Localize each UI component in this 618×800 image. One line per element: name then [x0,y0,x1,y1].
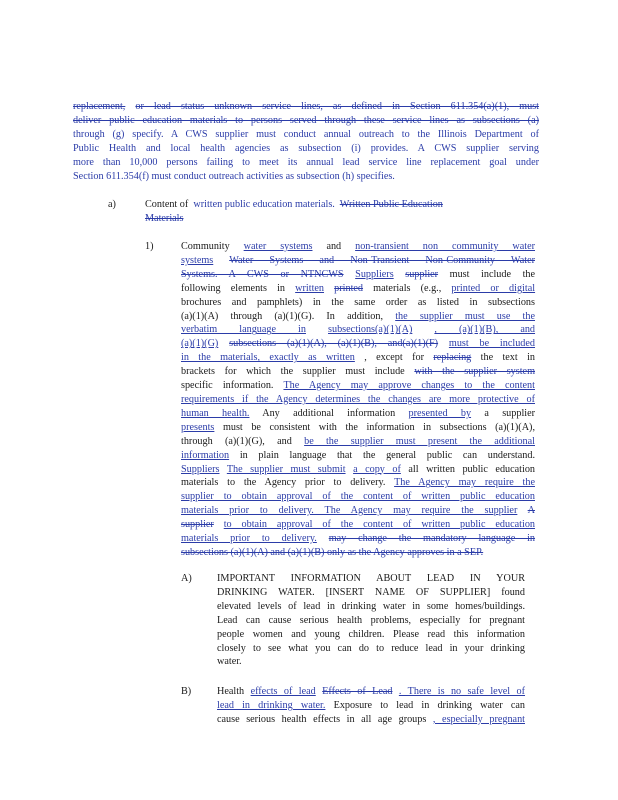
item-1-line [181,449,535,463]
item-A-body [217,572,525,669]
item-1-line [181,365,535,379]
deleted-text: subsections (a)(1)(A) and (a)(1)(B) only as the Agency approves in a SEP. [181,546,484,558]
inserted-text: water systems [243,241,313,252]
item-1-line [181,296,535,310]
item-1-label: 1) [145,241,154,252]
plain-text: (a)(1)(A) through (a)(1)(G). In addition, [181,310,384,322]
inserted-text: presents [181,421,215,433]
deleted-text: or lead status unknown service lines, as defined in Section 611.354(a)(1), must [135,101,539,112]
plain-text: , except for [364,352,424,364]
deleted-text: A [527,505,535,517]
item-1-line [181,337,535,351]
inserted-text: lead in drinking water. [217,699,326,711]
item-A-line: DRINKING WATER. [INSERT NAME OF SUPPLIER] found [217,586,525,598]
item-1-line [181,463,535,477]
inserted-text: , (a)(1)(B), and [434,324,536,336]
item-1-body [181,240,535,560]
item-1-line [181,268,535,282]
inserted-text: , especially pregnant [432,713,525,725]
item-1-line [181,282,535,296]
plain-text: Any additional information [262,407,396,419]
inserted-text: presented by [408,407,472,419]
inserted-text: materials prior to delivery. [181,533,317,545]
plain-text: must include the [449,268,536,280]
plain-text: cause serious health effects in all age groups [217,713,427,725]
item-1-line [181,504,535,518]
deleted-text: may change the mandatory language in [328,533,536,545]
plain-text: Content of [145,199,189,210]
item-1-line [181,476,535,490]
intro-line-4: Public Health and local health agencies as subsection (i) provides. A CWS supplier serving [73,142,539,154]
inserted-text: systems [181,254,214,266]
plain-text: materials (e.g., [373,282,442,294]
item-1-line [181,421,535,435]
deleted-text: Materials [145,212,184,224]
inserted-text: non-transient non community water [355,241,536,252]
plain-text: brochures and pamphlets) in the same order as listed in subsections [181,296,535,308]
plain-text: in plain language that the general public can understand. [239,449,535,461]
deleted-text: printed [334,282,364,294]
deleted-text: replacing [433,352,472,364]
inserted-text: written public education materials. [193,199,335,210]
item-A-line: IMPORTANT INFORMATION ABOUT LEAD IN YOUR [217,573,525,584]
inserted-text: The Agency may require the [394,477,535,489]
item-1-line [181,351,535,365]
plain-text: the text in [480,352,536,364]
intro-line-6: Section 611.354(f) must conduct outreach activities as subsection (h) specifies. [73,170,395,182]
inserted-text: the supplier must use the [395,310,536,322]
inserted-text: . There is no safe level of [398,686,526,697]
item-1-line [181,490,535,504]
intro-line-1 [73,100,539,114]
item-A-line: people women and young children. Please read this information [217,628,525,640]
plain-text: a supplier [484,407,536,419]
item-A-line: closely to see what you can do to reduce lead in your drinking [217,642,525,654]
item-1-line [181,393,535,407]
inserted-text: a copy of [353,463,401,475]
inserted-text: verbatim language in [181,324,306,336]
plain-text: must be consistent with the information in subsections (a)(1)(A), [222,421,535,433]
deleted-text: with the supplier system [414,366,535,378]
item-B-label: B) [181,686,192,697]
inserted-text: to obtain approval of the content of written public education [223,519,536,531]
deleted-text: supplier [181,519,214,531]
intro-line-5: more than 10,000 persons failing to meet its annual lead service line replacement goal under [73,156,539,168]
plain-text: and [326,241,342,252]
inserted-text: effects of lead [250,686,316,697]
plain-text: materials to the Agency prior to delivery. [181,477,386,489]
plain-text: brackets for which the supplier must include [181,366,405,378]
deleted-text: Written Public Education [339,199,443,210]
intro-paragraph [73,100,539,183]
item-1-line [181,518,535,532]
deleted-text: Water Systems and Non-Transient Non-Community Water [229,254,535,266]
item-1-line [181,310,535,324]
plain-text: specific information. [181,380,274,392]
inserted-text: information [181,449,230,461]
item-1-line [181,379,535,393]
inserted-text: The Agency may approve changes to the content [283,380,535,392]
intro-line-3: through (g) specify. A CWS supplier must conduct annual outreach to the Illinois Department of [73,128,539,140]
inserted-text: The supplier must submit [226,463,346,475]
deleted-text: supplier [405,268,439,280]
inserted-text: requirements if the Agency determines the changes are more protective of [181,393,535,405]
plain-text: through (a)(1)(G), and [181,435,292,447]
item-A-line: Lead can cause serious health problems, especially for pregnant [217,614,525,626]
inserted-text: Suppliers [355,268,394,280]
item-a-heading [145,198,505,226]
inserted-text: written [295,282,325,294]
item-1-line [181,240,535,254]
item-1-line [181,254,535,268]
inserted-text: must be included [448,338,536,350]
item-1-line [181,407,535,421]
inserted-text: (a)(1)(G) [181,338,219,350]
inserted-text: supplier to obtain approval of the content of written public education [181,491,535,503]
deleted-text: Effects of Lead [322,686,393,697]
deleted-text: replacement, [73,101,126,112]
deleted-text: subsections (a)(1)(A), (a)(1)(B), and(a)(1)(F) [229,338,439,350]
plain-text: following elements in [181,282,286,294]
plain-text: Community [181,241,230,252]
inserted-text: human health. [181,407,250,419]
inserted-text: printed or digital [451,282,536,294]
item-A-line: water. [217,656,242,668]
item-A-label: A) [181,573,192,584]
inserted-text: be the supplier must present the additional [304,435,535,447]
plain-text: all written public education [408,463,536,475]
item-1-line [181,435,535,449]
plain-text: Health [217,686,245,697]
item-a-label: a) [108,199,116,210]
item-B-body [217,685,525,727]
plain-text: Exposure to lead in drinking water can [333,699,526,711]
deleted-text: deliver public education materials to persons served through these service lines as subsections (a) [73,114,539,126]
item-1-line [181,323,535,337]
item-1-line [181,546,535,560]
deleted-text: Systems. A CWS or NTNCWS [181,268,344,280]
item-1-line [181,532,535,546]
item-A-line: elevated levels of lead in drinking water in some homes/buildings. [217,600,525,612]
inserted-text: subsections(a)(1)(A) [328,324,413,336]
inserted-text: Suppliers [181,463,220,475]
intro-line-2 [73,114,539,128]
inserted-text: materials prior to delivery. The Agency may require the supplier [181,505,518,517]
inserted-text: in the materials, exactly as written [181,352,355,364]
